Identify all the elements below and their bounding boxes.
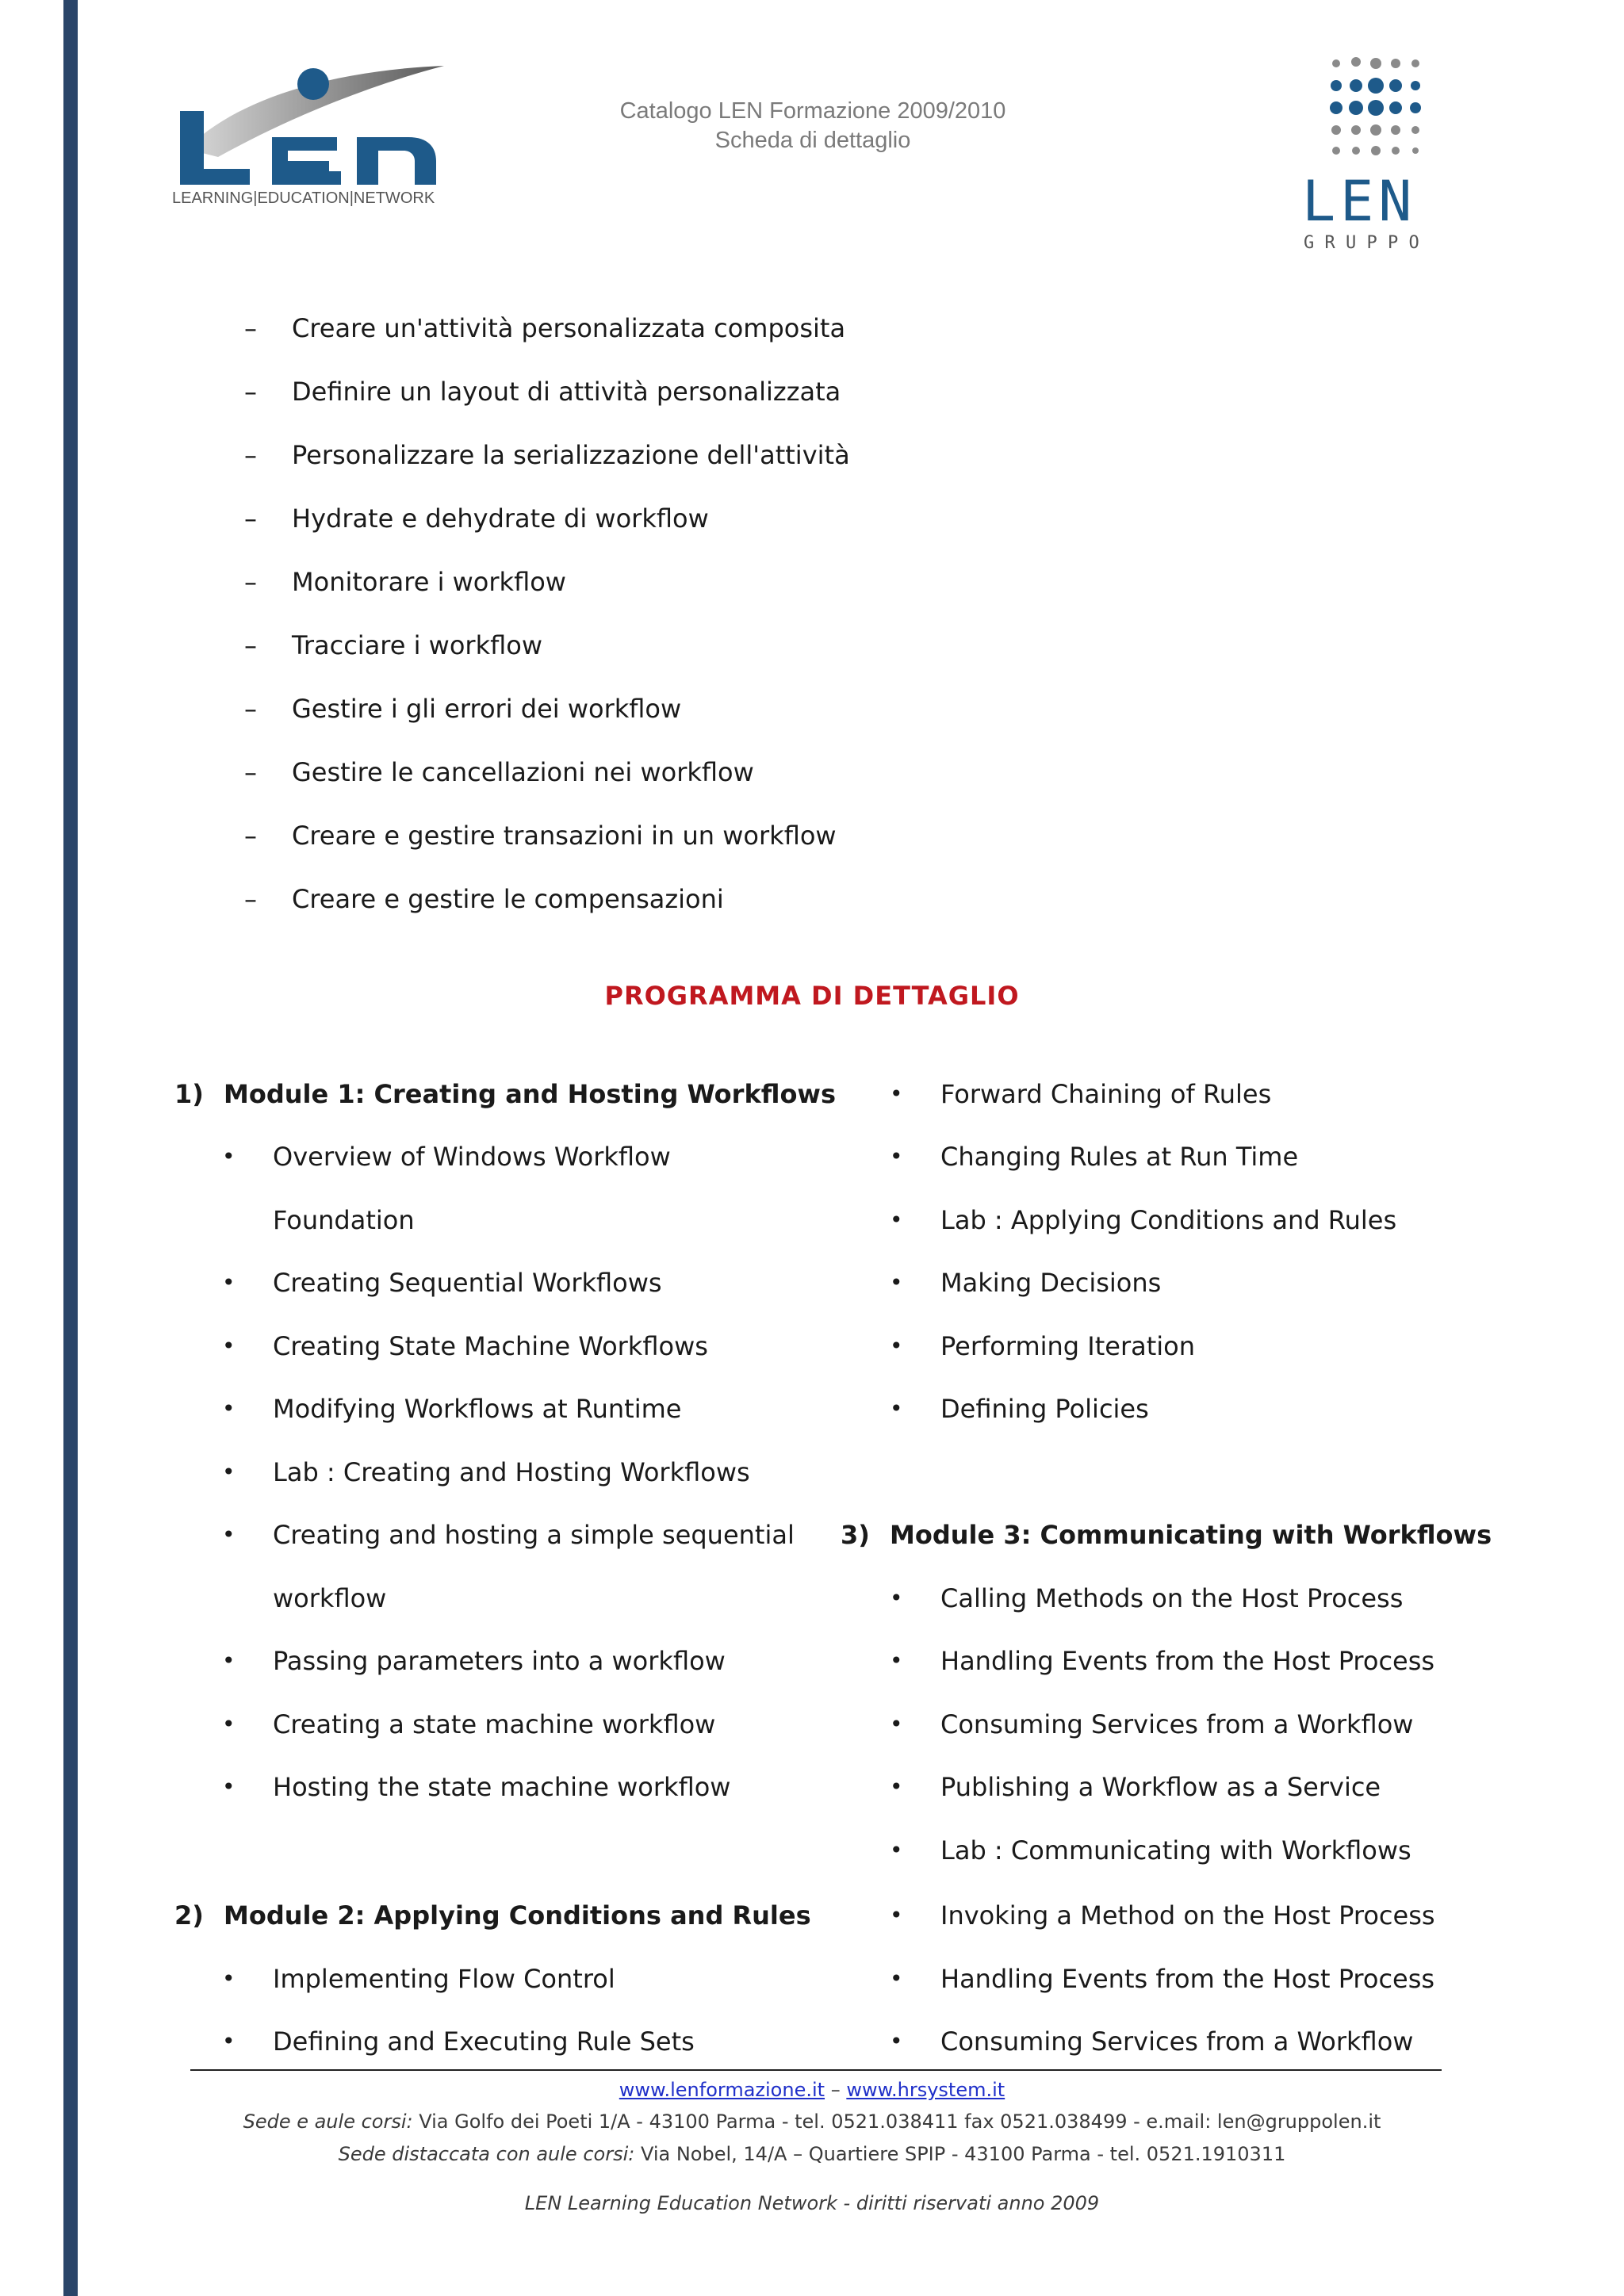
- lenformazione-link[interactable]: www.lenformazione.it: [619, 2079, 825, 2101]
- footer-address-main: Sede e aule corsi: Via Golfo dei Poeti 1/A - 43100 Parma - tel. 0521.038411 fax 0521.038499 - e.mail: len@gruppolen.it: [243, 2110, 1381, 2133]
- header-title: [555, 97, 1071, 155]
- footer-links: www.lenformazione.it – www.hrsystem.it: [619, 2079, 1005, 2101]
- len-gruppo-word: LEN: [1302, 169, 1417, 234]
- len-logo: [170, 62, 456, 212]
- section-title: PROGRAMMA DI DETTAGLIO: [604, 981, 1020, 1011]
- footer-copyright: LEN Learning Education Network - diritti riservati anno 2009: [524, 2192, 1100, 2214]
- header-subtitle-line: Scheda di dettaglio: [714, 128, 911, 153]
- len-gruppo-logo: [1293, 54, 1475, 260]
- len-logo-tagline: LEARNING|EDUCATION|NETWORK: [172, 189, 435, 207]
- footer-address-branch: Sede distaccata con aule corsi: Via Nobel, 14/A – Quartiere SPIP - 43100 Parma - tel. 0521.1910311: [338, 2143, 1286, 2165]
- header-catalog-line: Catalogo LEN Formazione 2009/2010: [619, 98, 1006, 124]
- len-gruppo-sub: G R U P P O: [1304, 233, 1419, 253]
- hrsystem-link[interactable]: www.hrsystem.it: [846, 2079, 1005, 2101]
- footer-divider: [190, 2069, 1442, 2071]
- left-border-bar: [63, 0, 78, 2296]
